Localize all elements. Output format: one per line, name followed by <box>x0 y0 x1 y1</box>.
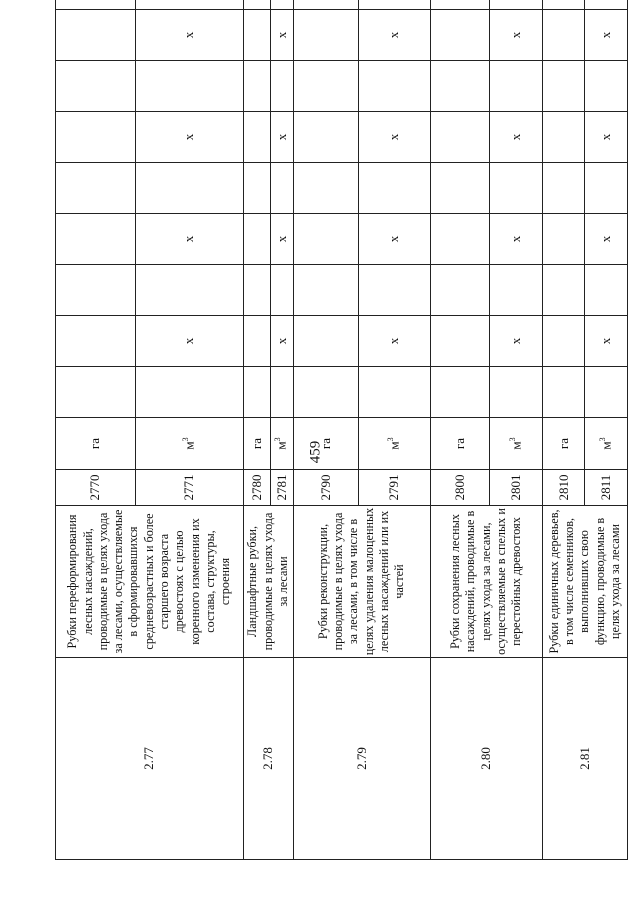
value-cell <box>489 163 542 214</box>
value-cell <box>585 265 628 316</box>
value-cell <box>270 163 293 214</box>
value-cell <box>56 163 136 214</box>
value-cell <box>430 214 489 265</box>
value-cell <box>489 61 542 112</box>
value-cell <box>430 61 489 112</box>
unit-label: м <box>386 441 402 450</box>
item-number-cell: 2.79 <box>293 658 430 860</box>
description-cell: Ландшафтные рубки, проводимые в целях ухода за лесами <box>243 506 293 658</box>
value-cell <box>543 0 585 10</box>
unit-cell <box>430 418 489 470</box>
value-cell <box>585 61 628 112</box>
value-cell <box>359 0 430 10</box>
unit-label: га <box>555 437 571 450</box>
value-cell <box>543 163 585 214</box>
description-cell: Рубки реконструкции, проводимые в целях ухода за лесами, в том числе в целях удаления малоценных лесных насаждений или их частей <box>293 506 430 658</box>
value-cell <box>243 112 270 163</box>
description-cell: Рубки переформирования лесных насаждений, проводимые в целях ухода за лесами, осуществляемые в сформировавшихся средневозрастных и более старшего возраста древостоях с целью коренного изменения их состава, структуры, строения <box>56 506 244 658</box>
table-body <box>56 0 628 860</box>
value-cell <box>293 61 359 112</box>
value-cell <box>430 367 489 418</box>
value-cell <box>585 0 628 10</box>
value-cell <box>293 316 359 367</box>
value-cell <box>243 316 270 367</box>
value-cell <box>135 265 243 316</box>
value-cell <box>430 0 489 10</box>
unit-label: га <box>451 437 467 450</box>
value-cell <box>243 0 270 10</box>
value-cell <box>243 265 270 316</box>
unit-label: га <box>248 437 264 450</box>
line-code-cell: 2800 <box>430 470 489 506</box>
value-cell: x <box>489 10 542 61</box>
forest-cuttings-table <box>55 0 628 860</box>
value-cell: x <box>270 10 293 61</box>
line-code-cell: 2770 <box>56 470 136 506</box>
line-code-cell: 2791 <box>359 470 430 506</box>
rotated-table-wrapper <box>55 13 628 860</box>
unit-cell <box>243 418 270 470</box>
value-cell <box>489 367 542 418</box>
unit-label: м <box>181 441 197 450</box>
unit-label: м <box>508 441 524 450</box>
value-cell <box>270 367 293 418</box>
unit-cell <box>489 418 542 470</box>
value-cell <box>543 265 585 316</box>
unit-superscript: 3 <box>386 437 396 442</box>
unit-cell <box>293 418 359 470</box>
value-cell <box>359 61 430 112</box>
value-cell <box>543 112 585 163</box>
value-cell: x <box>489 214 542 265</box>
value-cell <box>430 10 489 61</box>
line-code-cell: 2790 <box>293 470 359 506</box>
value-cell: x <box>135 10 243 61</box>
value-cell <box>56 316 136 367</box>
value-cell <box>489 0 542 10</box>
unit-superscript: 3 <box>507 437 517 442</box>
value-cell <box>543 316 585 367</box>
value-cell <box>56 10 136 61</box>
value-cell: x <box>489 316 542 367</box>
value-cell: x <box>585 214 628 265</box>
unit-superscript: 3 <box>181 437 191 442</box>
value-cell <box>359 163 430 214</box>
value-cell <box>430 265 489 316</box>
value-cell <box>135 367 243 418</box>
unit-cell <box>585 418 628 470</box>
value-cell <box>543 367 585 418</box>
table-row <box>430 0 489 860</box>
value-cell <box>56 265 136 316</box>
description-cell: Рубки сохранения лесных насаждений, проводимые в целях ухода за лесами, осуществляемые в спелых и перестойных древостоях <box>430 506 543 658</box>
value-cell <box>293 163 359 214</box>
value-cell <box>359 367 430 418</box>
value-cell <box>243 61 270 112</box>
value-cell <box>293 10 359 61</box>
value-cell <box>56 112 136 163</box>
value-cell <box>270 61 293 112</box>
value-cell <box>489 265 542 316</box>
value-cell <box>56 61 136 112</box>
value-cell <box>430 316 489 367</box>
unit-cell <box>270 418 293 470</box>
value-cell: x <box>270 214 293 265</box>
table-row <box>243 0 270 860</box>
value-cell: x <box>359 112 430 163</box>
value-cell <box>293 265 359 316</box>
value-cell <box>543 10 585 61</box>
item-number-cell: 2.78 <box>243 658 293 860</box>
table-row <box>293 0 359 860</box>
value-cell <box>430 112 489 163</box>
value-cell <box>243 163 270 214</box>
value-cell: x <box>585 10 628 61</box>
unit-label: м <box>598 441 614 450</box>
value-cell <box>430 163 489 214</box>
value-cell <box>293 214 359 265</box>
table-row <box>543 0 585 860</box>
value-cell <box>543 61 585 112</box>
item-number-cell: 2.77 <box>56 658 244 860</box>
value-cell: x <box>585 112 628 163</box>
value-cell <box>293 0 359 10</box>
line-code-cell: 2810 <box>543 470 585 506</box>
unit-cell <box>543 418 585 470</box>
line-code-cell: 2811 <box>585 470 628 506</box>
value-cell <box>243 367 270 418</box>
value-cell: x <box>359 10 430 61</box>
value-cell: x <box>135 112 243 163</box>
value-cell <box>135 61 243 112</box>
line-code-cell: 2801 <box>489 470 542 506</box>
unit-label: га <box>87 437 103 450</box>
value-cell <box>585 163 628 214</box>
value-cell <box>135 163 243 214</box>
value-cell <box>135 0 243 10</box>
value-cell <box>56 0 136 10</box>
value-cell <box>270 0 293 10</box>
value-cell: x <box>489 112 542 163</box>
value-cell <box>243 10 270 61</box>
line-code-cell: 2771 <box>135 470 243 506</box>
unit-label: га <box>318 437 333 450</box>
line-code-cell: 2780 <box>243 470 270 506</box>
value-cell: x <box>585 316 628 367</box>
unit-cell <box>56 418 136 470</box>
value-cell <box>56 367 136 418</box>
unit-superscript: 3 <box>598 437 608 442</box>
value-cell <box>56 214 136 265</box>
value-cell: x <box>135 316 243 367</box>
unit-cell <box>135 418 243 470</box>
unit-cell <box>359 418 430 470</box>
table-row <box>56 0 136 860</box>
value-cell <box>293 367 359 418</box>
value-cell: x <box>359 316 430 367</box>
unit-superscript: 3 <box>273 437 283 442</box>
page-number: 459 <box>307 440 324 464</box>
item-number-cell: 2.80 <box>430 658 543 860</box>
value-cell: x <box>270 112 293 163</box>
item-number-cell: 2.81 <box>543 658 628 860</box>
description-cell: Рубки единичных деревьев, в том числе семенников, выполнивших свою функцию, проводимые в целях ухода за лесами <box>543 506 628 658</box>
value-cell <box>270 265 293 316</box>
value-cell <box>359 265 430 316</box>
value-cell: x <box>359 214 430 265</box>
value-cell <box>585 367 628 418</box>
value-cell <box>243 214 270 265</box>
line-code-cell: 2781 <box>270 470 293 506</box>
unit-label: м <box>273 441 289 450</box>
value-cell: x <box>135 214 243 265</box>
value-cell: x <box>270 316 293 367</box>
value-cell <box>543 214 585 265</box>
value-cell <box>293 112 359 163</box>
